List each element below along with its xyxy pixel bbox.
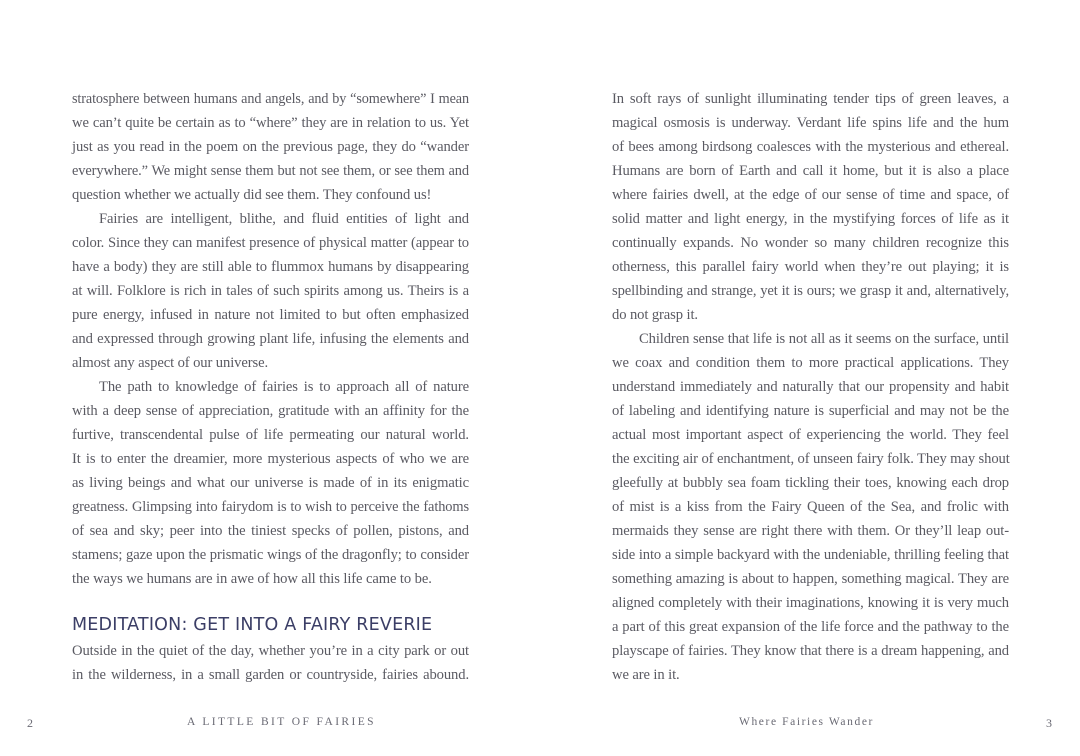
paragraph (72, 375, 469, 591)
text-line: we are in it. (612, 667, 680, 683)
text-line: actual most important aspect of experiencing the world. They feel (612, 427, 1009, 443)
text-line: do not grasp it. (612, 307, 698, 323)
text-line: color. Since they can manifest presence of physical matter (appear to (72, 235, 469, 251)
text-line: of labeling and identifying nature is superficial and may not be the (612, 403, 1009, 419)
text-line: Fairies are intelligent, blithe, and fluid entities of light and (99, 211, 469, 227)
right-page-body (612, 87, 1009, 687)
text-line: stratosphere between humans and angels, and by “somewhere” I mean (72, 91, 469, 107)
text-line: of sea and sky; peer into the tiniest specks of pollen, pistons, and (72, 523, 469, 539)
text-line: we coax and condition them to more practical applications. They (612, 355, 1009, 371)
text-line: and expressed through growing plant life, infusing the elements and (72, 331, 469, 347)
text-line: the exciting air of enchantment, of unseen fairy folk. They may shout (612, 451, 1010, 467)
text-line: magical osmosis is underway. Verdant life spins life and the hum (612, 115, 1009, 131)
text-line: stamens; gaze upon the prismatic wings of the dragonfly; to consider (72, 547, 469, 563)
text-line: everywhere.” We might sense them but not see them, or see them and (72, 163, 469, 179)
text-line: Humans are born of Earth and call it home, but it is also a place (612, 163, 1009, 179)
left-page-body (72, 87, 469, 687)
page-number: 2 (27, 716, 33, 730)
text-line: It is to enter the dreamier, more mysterious aspects of who we are (72, 451, 469, 467)
running-head: A LITTLE BIT OF FAIRIES (187, 716, 376, 728)
text-line: as living beings and what our universe is made of in its enigmatic (72, 475, 469, 491)
text-line: In soft rays of sunlight illuminating tender tips of green leaves, a (612, 91, 1009, 107)
section-heading: MEDITATION: GET INTO A FAIRY REVERIE (72, 615, 433, 635)
text-line: of bees among birdsong coalesces with the mysterious and ethereal. (612, 139, 1009, 155)
text-line: almost any aspect of our universe. (72, 355, 268, 371)
running-head: Where Fairies Wander (739, 716, 874, 728)
text-line: the ways we humans are in awe of how all this life came to be. (72, 571, 432, 587)
text-line: have a body) they are still able to flummox humans by disappearing (72, 259, 469, 275)
text-line: Outside in the quiet of the day, whether you’re in a city park or out (72, 643, 469, 659)
text-line: pure energy, infused in nature not limited to but often emphasized (72, 307, 469, 323)
paragraph (72, 87, 469, 207)
text-line: Children sense that life is not all as it seems on the surface, until (639, 331, 1009, 347)
text-line: The path to knowledge of fairies is to approach all of nature (99, 379, 469, 395)
right-page (540, 0, 1080, 756)
text-line: in the wilderness, in a small garden or countryside, fairies abound. (72, 667, 469, 683)
text-line: we can’t quite be certain as to “where” they are in relation to us. Yet (72, 115, 469, 131)
paragraph (72, 207, 469, 375)
text-line: solid matter and light energy, in the mystifying forces of life as it (612, 211, 1009, 227)
text-line: continually expands. No wonder so many children recognize this (612, 235, 1009, 251)
text-line: question whether we actually did see them. They confound us! (72, 187, 432, 203)
text-line: something amazing is about to happen, something magical. They are (612, 571, 1009, 587)
paragraph (612, 87, 1009, 327)
text-line: spellbinding and strange, yet it is ours; we grasp it and, alternatively, (612, 283, 1009, 299)
text-line: aligned completely with their imaginations, knowing it is very much (612, 595, 1009, 611)
text-line: where fairies dwell, at the edge of our sense of time and space, of (612, 187, 1009, 203)
text-line: mermaids they sense are right there with them. Or they’ll leap out- (612, 523, 1009, 539)
text-line: of mist is a kiss from the Fairy Queen of the Sea, and frolic with (612, 499, 1009, 515)
text-line: with a deep sense of appreciation, gratitude with an affinity for the (72, 403, 469, 419)
paragraph (612, 327, 1009, 687)
text-line: furtive, transcendental pulse of life permeating our natural world. (72, 427, 469, 443)
text-line: side into a simple backyard with the undeniable, thrilling feeling that (612, 547, 1009, 563)
text-line: greatness. Glimpsing into fairydom is to wish to perceive the fathoms (72, 499, 469, 515)
text-line: a part of this great expansion of the life force and the pathway to the (612, 619, 1009, 635)
text-line: gleefully at bubbly sea foam tickling their toes, knowing each drop (612, 475, 1009, 491)
text-line: at will. Folklore is rich in tales of such spirits among us. Theirs is a (72, 283, 469, 299)
text-line: otherness, this parallel fairy world when they’re out playing; it is (612, 259, 1009, 275)
text-line: just as you read in the poem on the previous page, they do “wander (72, 139, 469, 155)
text-line: understand immediately and naturally that our propensity and habit (612, 379, 1009, 395)
page-number: 3 (1046, 716, 1052, 730)
text-line: playscape of fairies. They know that there is a dream happening, and (612, 643, 1009, 659)
paragraph (72, 639, 469, 687)
